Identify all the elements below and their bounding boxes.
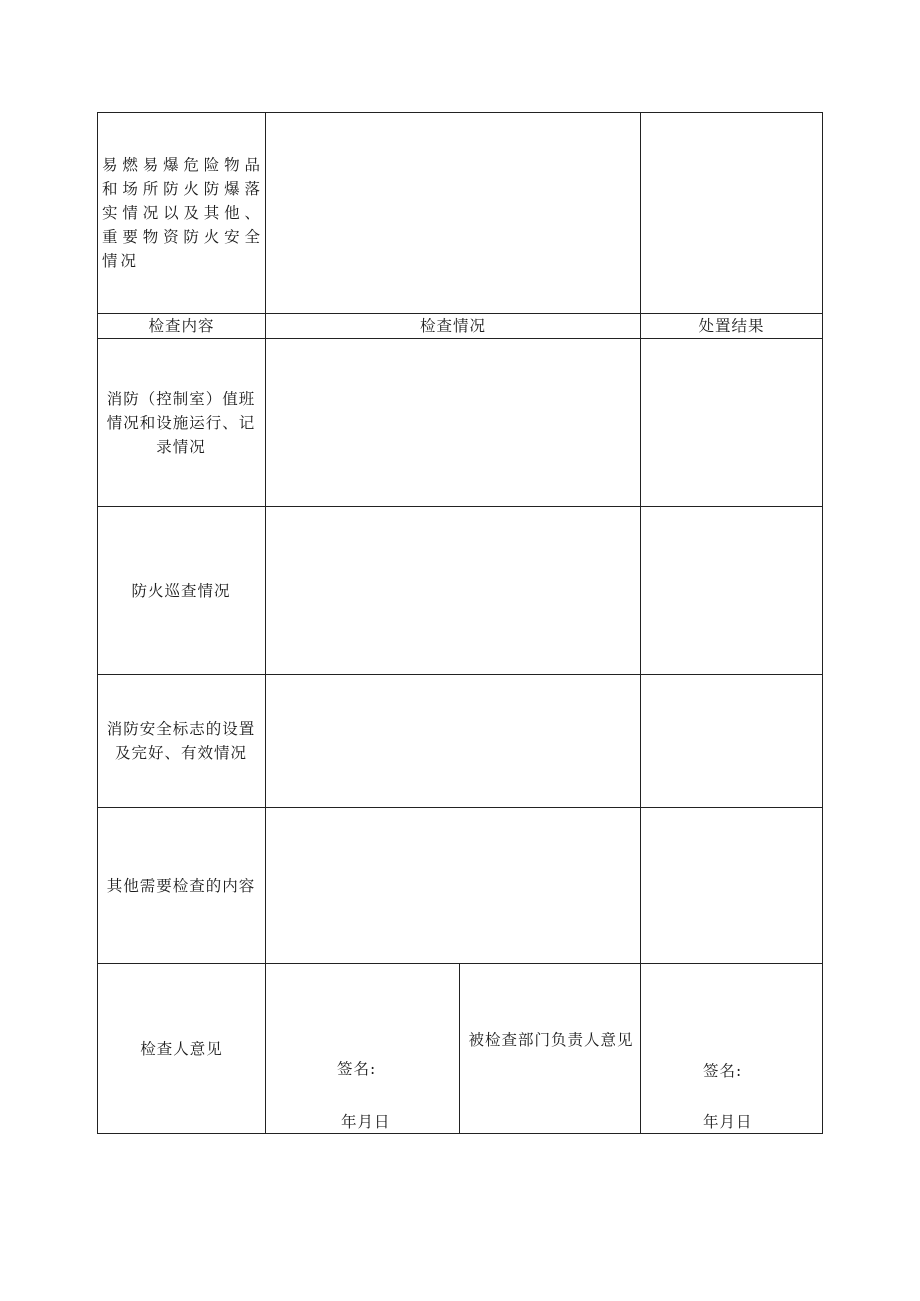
row-situation-field[interactable] xyxy=(266,808,640,963)
row-label-safety-signs: 消防安全标志的设置及完好、有效情况 xyxy=(106,720,256,762)
footer-column-divider xyxy=(459,963,460,1134)
header-check-situation: 检查情况 xyxy=(419,317,486,335)
row-situation-field[interactable] xyxy=(266,675,640,807)
row-result-field[interactable] xyxy=(641,808,822,963)
row-label-fire-control-room: 消防（控制室）值班情况和设施运行、记录情况 xyxy=(106,389,256,456)
inspector-date-label: 年月日 xyxy=(341,1113,391,1131)
table-border-right xyxy=(822,112,823,1134)
dept-signature-label: 签名: xyxy=(703,1062,743,1080)
top-row-result-field[interactable] xyxy=(641,113,822,313)
inspector-opinion-label: 检查人意见 xyxy=(140,1039,223,1058)
top-row-label: 易燃易爆危险物品和场所防火防爆落实情况以及其他、重要物资防火安全情况 xyxy=(102,156,263,270)
dept-head-opinion-label: 被检查部门负责人意见 xyxy=(468,1030,634,1049)
dept-head-opinion-field[interactable] xyxy=(641,964,822,1133)
inspector-signature-label: 签名: xyxy=(337,1060,377,1078)
row-result-field[interactable] xyxy=(641,507,822,674)
header-handling-result: 处置结果 xyxy=(698,317,765,335)
row-situation-field[interactable] xyxy=(266,339,640,506)
dept-date-label: 年月日 xyxy=(703,1113,753,1131)
row-situation-field[interactable] xyxy=(266,507,640,674)
row-label-other-items: 其他需要检查的内容 xyxy=(106,876,256,895)
row-label-fire-patrol: 防火巡查情况 xyxy=(131,581,231,600)
row-result-field[interactable] xyxy=(641,675,822,807)
inspection-form-table xyxy=(97,112,823,1134)
top-row-situation-field[interactable] xyxy=(266,113,640,313)
table-border-bottom xyxy=(97,1133,823,1134)
inspector-opinion-field[interactable] xyxy=(266,964,459,1133)
row-result-field[interactable] xyxy=(641,339,822,506)
header-check-content: 检查内容 xyxy=(148,317,215,335)
